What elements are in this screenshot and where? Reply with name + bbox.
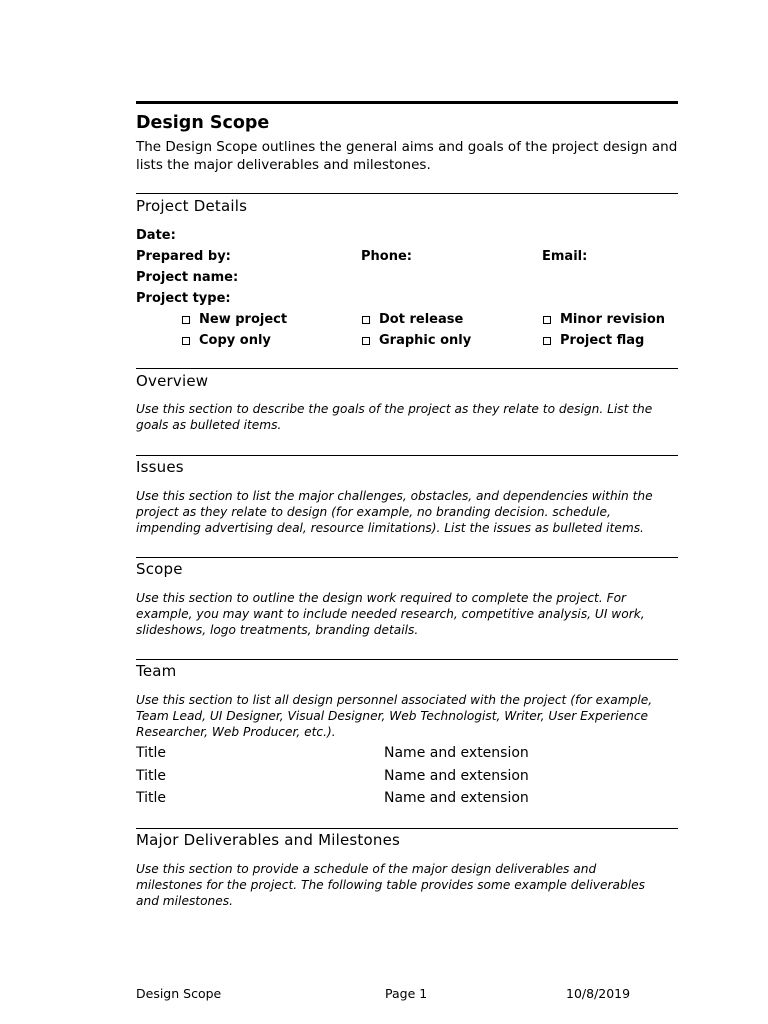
option-label: Minor revision <box>560 312 666 327</box>
option-copy-only[interactable] <box>182 333 271 348</box>
footer-title: Design Scope <box>136 986 222 1001</box>
option-minor-revision[interactable] <box>543 312 665 327</box>
team-rule <box>136 659 678 660</box>
footer-page-number: Page 1 <box>385 986 428 1001</box>
issues-heading: Issues <box>136 458 184 476</box>
phone-label: Phone: <box>361 249 412 264</box>
team-row-title: Title <box>136 745 167 761</box>
checkbox-icon[interactable] <box>182 337 190 345</box>
checkbox-icon[interactable] <box>543 316 551 324</box>
project-type-label: Project type: <box>136 291 231 306</box>
email-label: Email: <box>542 249 588 264</box>
scope-text: Use this section to outline the design work required to complete the project. For example, you may want to include needed research, competitive analysis, UI work, slideshows, logo treatments, branding details. <box>136 591 645 637</box>
team-heading: Team <box>136 662 177 680</box>
team-row-title: Title <box>136 790 167 806</box>
team-row-name: Name and extension <box>384 790 529 806</box>
issues-text: Use this section to list the major challenges, obstacles, and dependencies within the project as they relate to design (for example, no branding decision. schedule, impending advertising deal, resource limitations). List the issues as bulleted items. <box>136 489 653 535</box>
deliverables-heading: Major Deliverables and Milestones <box>136 831 401 849</box>
team-row-name: Name and extension <box>384 768 529 784</box>
team-text: Use this section to list all design personnel associated with the project (for example, Team Lead, UI Designer, Visual Designer, Web Technologist, Writer, User Experience Researcher, Web Producer, etc.). <box>136 693 653 739</box>
option-label: Project flag <box>560 333 645 348</box>
scope-rule <box>136 557 678 558</box>
option-label: Graphic only <box>379 333 472 348</box>
issues-rule <box>136 455 678 456</box>
date-label: Date: <box>136 228 176 243</box>
option-dot-release[interactable] <box>362 312 463 327</box>
project-details-heading: Project Details <box>136 197 248 215</box>
option-label: Dot release <box>379 312 464 327</box>
title-top-rule <box>136 101 678 104</box>
deliverables-rule <box>136 828 678 829</box>
project-details-rule <box>136 193 678 194</box>
team-row-title: Title <box>136 768 167 784</box>
prepared-by-label: Prepared by: <box>136 249 231 264</box>
checkbox-icon[interactable] <box>182 316 190 324</box>
option-project-flag[interactable] <box>543 333 644 348</box>
overview-text: Use this section to describe the goals of the project as they relate to design. List the goals as bulleted items. <box>136 402 653 432</box>
checkbox-icon[interactable] <box>543 337 551 345</box>
option-label: Copy only <box>199 333 271 348</box>
document-intro: The Design Scope outlines the general aims and goals of the project design and lists the major deliverables and milestones. <box>136 139 678 173</box>
option-graphic-only[interactable] <box>362 333 471 348</box>
checkbox-icon[interactable] <box>362 337 370 345</box>
checkbox-icon[interactable] <box>362 316 370 324</box>
deliverables-text: Use this section to provide a schedule of the major design deliverables and milestones for the project. The following table provides some example deliverables and milestones. <box>136 862 645 908</box>
document-title: Design Scope <box>136 113 270 133</box>
overview-heading: Overview <box>136 372 209 390</box>
project-name-label: Project name: <box>136 270 239 285</box>
footer-date: 10/8/2019 <box>566 986 631 1001</box>
option-new-project[interactable] <box>182 312 287 327</box>
team-row-name: Name and extension <box>384 745 529 761</box>
overview-rule <box>136 368 678 369</box>
scope-heading: Scope <box>136 560 183 578</box>
option-label: New project <box>199 312 288 327</box>
